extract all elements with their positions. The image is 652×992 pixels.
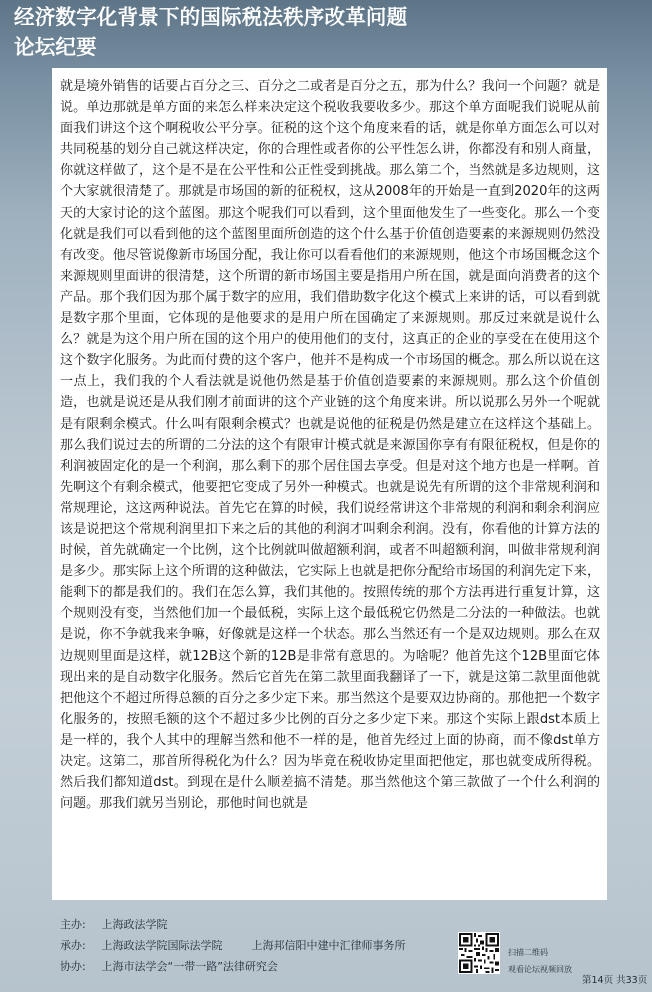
co-organizer-row (60, 956, 406, 977)
co-organizer-value: 上海市法学会“一带一路”法律研究会 (101, 960, 278, 973)
footer-credits (60, 914, 406, 977)
document-title: 经济数字化背景下的国际税法秩序改革问题 (14, 5, 408, 29)
qr-caption (508, 944, 572, 978)
co-organizer-label: 协办: (60, 960, 86, 973)
document-title-block (14, 2, 407, 62)
organizer-value-1: 上海政法学院国际法学院 (101, 939, 223, 952)
organizer-row (60, 935, 406, 956)
document-subtitle: 论坛纪要 (14, 35, 97, 59)
organizer-label: 承办: (60, 939, 86, 952)
host-value: 上海政法学院 (101, 918, 168, 931)
qr-caption-line-2: 观看论坛视频回放 (508, 965, 572, 974)
transcript-page (52, 68, 607, 900)
host-label: 主办: (60, 918, 86, 931)
page-number: 第14页 共33页 (582, 975, 648, 986)
host-row (60, 914, 406, 935)
qr-code-icon[interactable] (458, 932, 500, 974)
organizer-value-2: 上海邦信阳中建中汇律师事务所 (251, 939, 406, 952)
transcript-body: 就是境外销售的话要占百分之三、百分之二或者是百分之五，那为什么？我问一个问题？就是说。单边那就是单方面的来怎么样来决定这个税收我要收多少。那这个单方面呢我们说呢从前面我们讲这个这个啊税收公平分享。征税的这个这个角度来看的话，就是你单方面怎么可以对共同税基的划分自己就这样决定，你的合理性或者你的公平性怎么讲，你都没有和别人商量，你就这样做了，这个是不是在公平性和公正性受到挑战。那么第二个，当然就是多边规则，这个大家就很清楚了。那就是市场国的新的征税权，这从2008年的开始是一直到2020年的这两天的大家讨论的这个蓝图。那这个呢我们可以看到，这个里面他发生了一些变化。那么一个变化就是我们可以看到他的这个蓝图里面所创造的这个什么基于价值创造要素的来源规则仍然没有改变。他尽管说像新市场国分配，我让你可以看看他们的来源规则，他这个市场国概念这个来源规则里面讲的很清楚，这个所谓的新市场国主要是指用户所在国，就是面向消费者的这个产品。那个我们因为那个属于数字的应用，我们借助数字化这个模式上来讲的话，可以看到就是数字那个里面，它体现的是他要求的是用户所在国确定了来源规则。那反过来就是说什么么？就是为这个用户所在国的这个用户的使用他们的支付，这真正的企业的享受在在使用这个这个数字化服务。为此而付费的这个客户，他并不是构成一个市场国的概念。那么所以说在这一点上，我们我的个人看法就是说他仍然是基于价值创造要素的来源规则。那么这个价值创造，也就是说还是从我们刚才前面讲的这个产业链的这个角度来讲。所以说那么另外一个呢就是有限剩余模式。什么叫有限剩余模式？也就是说他的征税是仍然是建立在这样这个基础上。那么我们说过去的所谓的二分法的这个有限审计模式就是来源国你享有有限征税权，但是你的利润被固定化的是一个利润，那么剩下的那个居住国去享受。但是对这个地方也是一样啊。首先啊这个有剩余模式，他要把它变成了另外一种模式。也就是说先有所谓的这个非常规利润和常规理论，这这两种说法。首先它在算的时候，我们说经常讲这个非常规的利润和剩余利润应该是说把这个常规利润里扣下来之后的其他的利润才叫剩余利润。没有，你看他的计算方法的时候，首先就确定一个比例，这个比例就叫做超额利润，或者不叫超额利润，叫做非常规利润是多少。那实际上这个所谓的这种做法，它实际上也就是把你分配给市场国的利润先定下来，能剩下的都是我们的。我们在怎么算，我们其他的。按照传统的那个方法再进行重复计算，这个规则没有变，当然他们加一个最低税，实际上这个最低税它仍然是二分法的一种做法。也就是说，你不争就我来争嘛，好像就是这样一个状态。那么当然还有一个是双边规则。那么在双边规则里面是这样，就12B这个新的12B是非常有意思的。为啥呢？他首先这个12B里面它体现出来的是自动数字化服务。然后它首先在第二款里面我翻译了一下，就是这第二款里面他就把他这个不超过所得总额的百分之多少定下来。那当然这个是要双边协商的。那他把一个数字化服务的，按照毛额的这个不超过多少比例的百分之多少定下来。那这个实际上跟dst本质上是一样的，我个人其中的理解当然和他不一样的是，他首先经过上面的协商，而不像dst单方决定。这第二，那首所得税化为什么？因为毕竟在税收协定里面把他定，那也就变成所得税。然后我们都知道dst。到现在是什么顺差搞不清楚。那当然他这个第三款做了一个什么利润的问题。那我们就另当别论，那他时间也就是 (60, 79, 600, 812)
qr-caption-line-1: 扫描二维码 (508, 948, 548, 957)
